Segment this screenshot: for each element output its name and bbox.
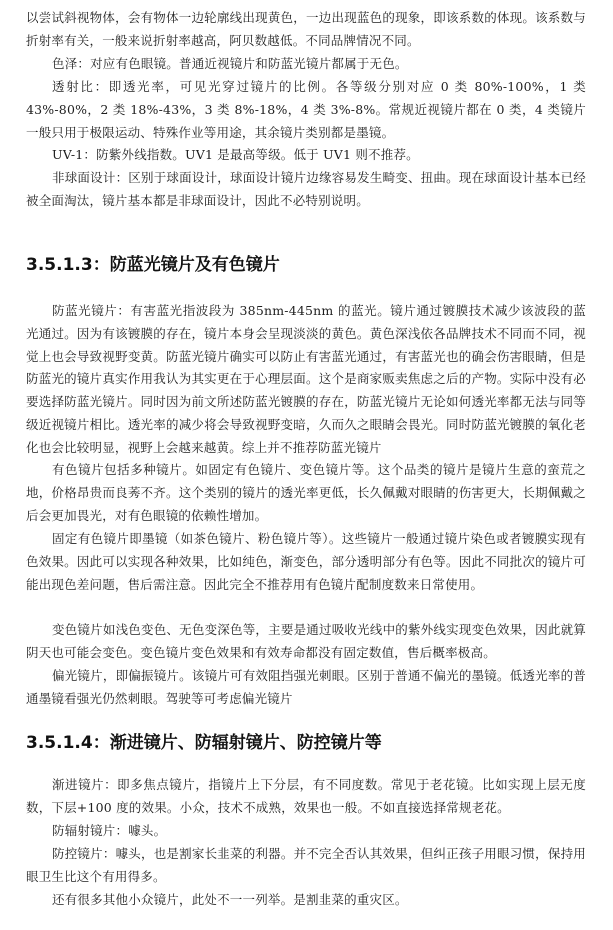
section-heading-3-5-1-4: 3.5.1.4：渐进镜片、防辐射镜片、防控镜片等: [26, 733, 382, 753]
intro-paragraph-aspheric: 非球面设计：区别于球面设计，球面设计镜片边缘容易发生畸变、扭曲。现在球面设计基本已经被全面淘汰，镜片基本都是非球面设计，因此不必特别说明。: [26, 170, 586, 208]
paragraph-anti-radiation-lens: 防辐射镜片：噱头。: [52, 823, 167, 838]
paragraph-progressive-lens: 渐进镜片：即多焦点镜片，指镜片上下分层，有不同度数。常见于老花镜。比如实现上层无度数，下层+100 度的效果。小众，技术不成熟，效果也一般。不如直接选择常规老花。: [26, 777, 586, 815]
paragraph-polarized-lens: 偏光镜片，即偏振镜片。该镜片可有效阻挡强光刺眼。区别于普通不偏光的墨镜。低透光率的普通墨镜看强光仍然刺眼。驾驶等可考虑偏光镜片: [26, 668, 586, 706]
paragraph-other-lenses: 还有很多其他小众镜片，此处不一一列举。是割韭菜的重灾区。: [52, 892, 408, 907]
paragraph-photochromic-lens: 变色镜片如浅色变色、无色变深色等，主要是通过吸收光线中的紫外线实现变色效果，因此就算阴天也可能会变色。变色镜片变色效果和有效寿命都没有固定数值，售后概率极高。: [26, 622, 586, 660]
paragraph-blue-light-lens: 防蓝光镜片：有害蓝光指波段为 385nm-445nm 的蓝光。镜片通过镀膜技术减少该波段的蓝光通过。因为有该镀膜的存在，镜片本身会呈现淡淡的黄色。黄色深浅依各品牌技术不同而不同，视觉上也会导致视野变黄。防蓝光镜片确实可以防止有害蓝光通过，有害蓝光也的确会伤害眼睛，但是防蓝光的镜片真实作用我认为其实更在于心理层面。这个是商家贩卖焦虑之后的产物。实际中没有必要选择防蓝光镜片。同时因为前文所述防蓝光镀膜的存在，防蓝光镜片无论如何透光率都无法与同等级近视镜片相比。透光率的减少将会导致视野变暗，久而久之眼睛会畏光。同时防蓝光镀膜的氧化老化也会比较明显，视野上会越来越黄。综上并不推荐防蓝光镜片: [26, 303, 586, 455]
intro-paragraph-transmittance: 透射比：即透光率，可见光穿过镜片的比例。各等级分别对应 0 类 80%-100%，1 类 43%-80%，2 类 18%-43%，3 类 8%-18%，4 类 3%-8%。常规近视镜片都在 0 类，4 类镜片一般只用于极限运动、特殊作业等用途，其余镜片类别都是墨镜。: [26, 79, 586, 140]
paragraph-fixed-tint-lens: 固定有色镜片即墨镜（如茶色镜片、粉色镜片等）。这些镜片一般通过镜片染色或者镀膜实现有色效果。因此可以实现各种效果，比如纯色，渐变色，部分透明部分有色等。因此不同批次的镜片可能出现色差问题，售后需注意。因此完全不推荐用有色镜片配制度数来日常使用。: [26, 531, 586, 592]
intro-paragraph-uv: UV-1：防紫外线指数。UV1 是最高等级。低于 UV1 则不推荐。: [52, 147, 419, 162]
intro-paragraph-color: 色泽：对应有色眼镜。普通近视镜片和防蓝光镜片都属于无色。: [52, 56, 408, 71]
paragraph-tinted-lens: 有色镜片包括多种镜片。如固定有色镜片、变色镜片等。这个品类的镜片是镜片生意的蛮荒之地，价格昂贵而良莠不齐。这个类别的镜片的透光率更低，长久佩戴对眼睛的伤害更大，长期佩戴之后会更加畏光，对有色眼镜的依赖性增加。: [26, 462, 586, 523]
intro-paragraph-abbe: 以尝试斜视物体，会有物体一边轮廓线出现黄色，一边出现蓝色的现象，即该系数的体现。该系数与折射率有关，一般来说折射率越高，阿贝数越低。不同品牌情况不同。: [26, 10, 586, 48]
paragraph-myopia-control-lens: 防控镜片：噱头，也是割家长韭菜的利器。并不完全否认其效果，但纠正孩子用眼习惯，保持用眼卫生比这个有用得多。: [26, 846, 586, 884]
section-heading-3-5-1-3: 3.5.1.3：防蓝光镜片及有色镜片: [26, 255, 280, 275]
